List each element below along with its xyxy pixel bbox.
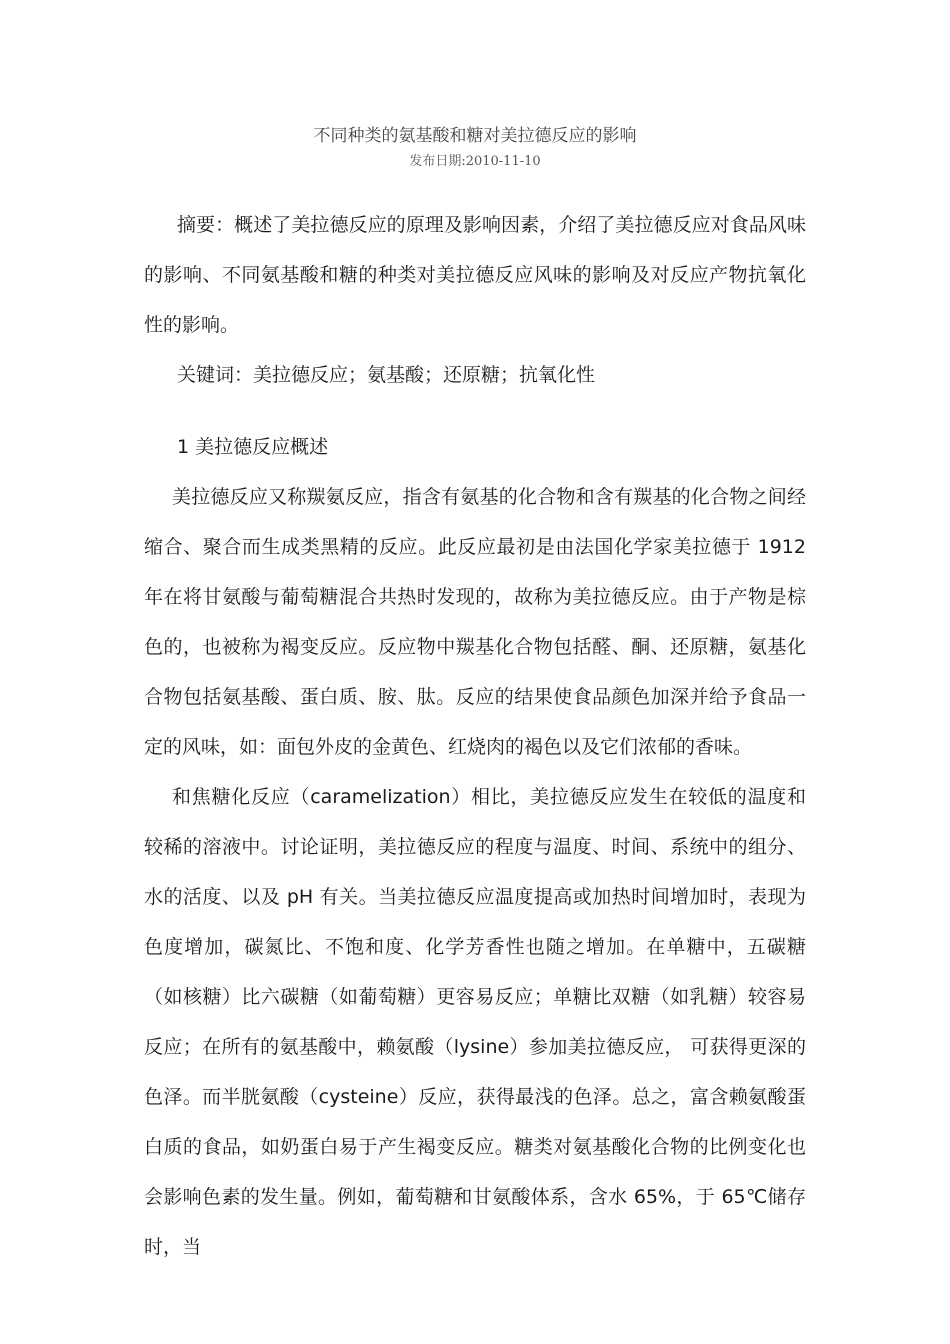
body-paragraph: 美拉德反应又称羰氨反应，指含有氨基的化合物和含有羰基的化合物之间经缩合、聚合而生成类黑精的反应。此反应最初是由法国化学家美拉德于 1912 年在将甘氨酸与葡萄糖混合共热时发现的，故称为美拉德反应。由于产物是棕色的，也被称为褐变反应。反应物中羰基化合物包括醛、酮、还原糖，氨基化合物包括氨基酸、蛋白质、胺、肽。反应的结果使食品颜色加深并给予食品一定的风味，如：面包外皮的金黄色、红烧肉的褐色以及它们浓郁的香味。 xyxy=(144,486,806,758)
section-heading: 1 美拉德反应概述 xyxy=(177,436,329,458)
keywords-line: 关键词：美拉德反应；氨基酸；还原糖；抗氧化性 xyxy=(177,364,596,386)
publish-date: 发布日期:2010-11-10 xyxy=(409,154,541,169)
document-title: 不同种类的氨基酸和糖对美拉德反应的影响 xyxy=(313,126,637,146)
abstract-paragraph: 摘要：概述了美拉德反应的原理及影响因素，介绍了美拉德反应对食品风味的影响、不同氨基酸和糖的种类对美拉德反应风味的影响及对反应产物抗氧化性的影响。 xyxy=(144,214,806,336)
section-spacer xyxy=(144,400,806,422)
document-body xyxy=(144,200,806,1272)
body-paragraph: 和焦糖化反应（caramelization）相比，美拉德反应发生在较低的温度和较稀的溶液中。讨论证明，美拉德反应的程度与温度、时间、系统中的组分、水的活度、以及 pH 有关。当美拉德反应温度提高或加热时间增加时，表现为色度增加，碳氮比、不饱和度、化学芳香性也随之增加。在单糖中，五碳糖（如核糖）比六碳糖（如葡萄糖）更容易反应；单糖比双糖（如乳糖）较容易反应；在所有的氨基酸中，赖氨酸（lysine）参加美拉德反应， 可获得更深的色泽。而半胱氨酸（cysteine）反应，获得最浅的色泽。总之，富含赖氨酸蛋白质的食品，如奶蛋白易于产生褐变反应。糖类对氨基酸化合物的比例变化也会影响色素的发生量。例如，葡萄糖和甘氨酸体系，含水 65%，于 65℃储存时，当 xyxy=(144,786,806,1258)
